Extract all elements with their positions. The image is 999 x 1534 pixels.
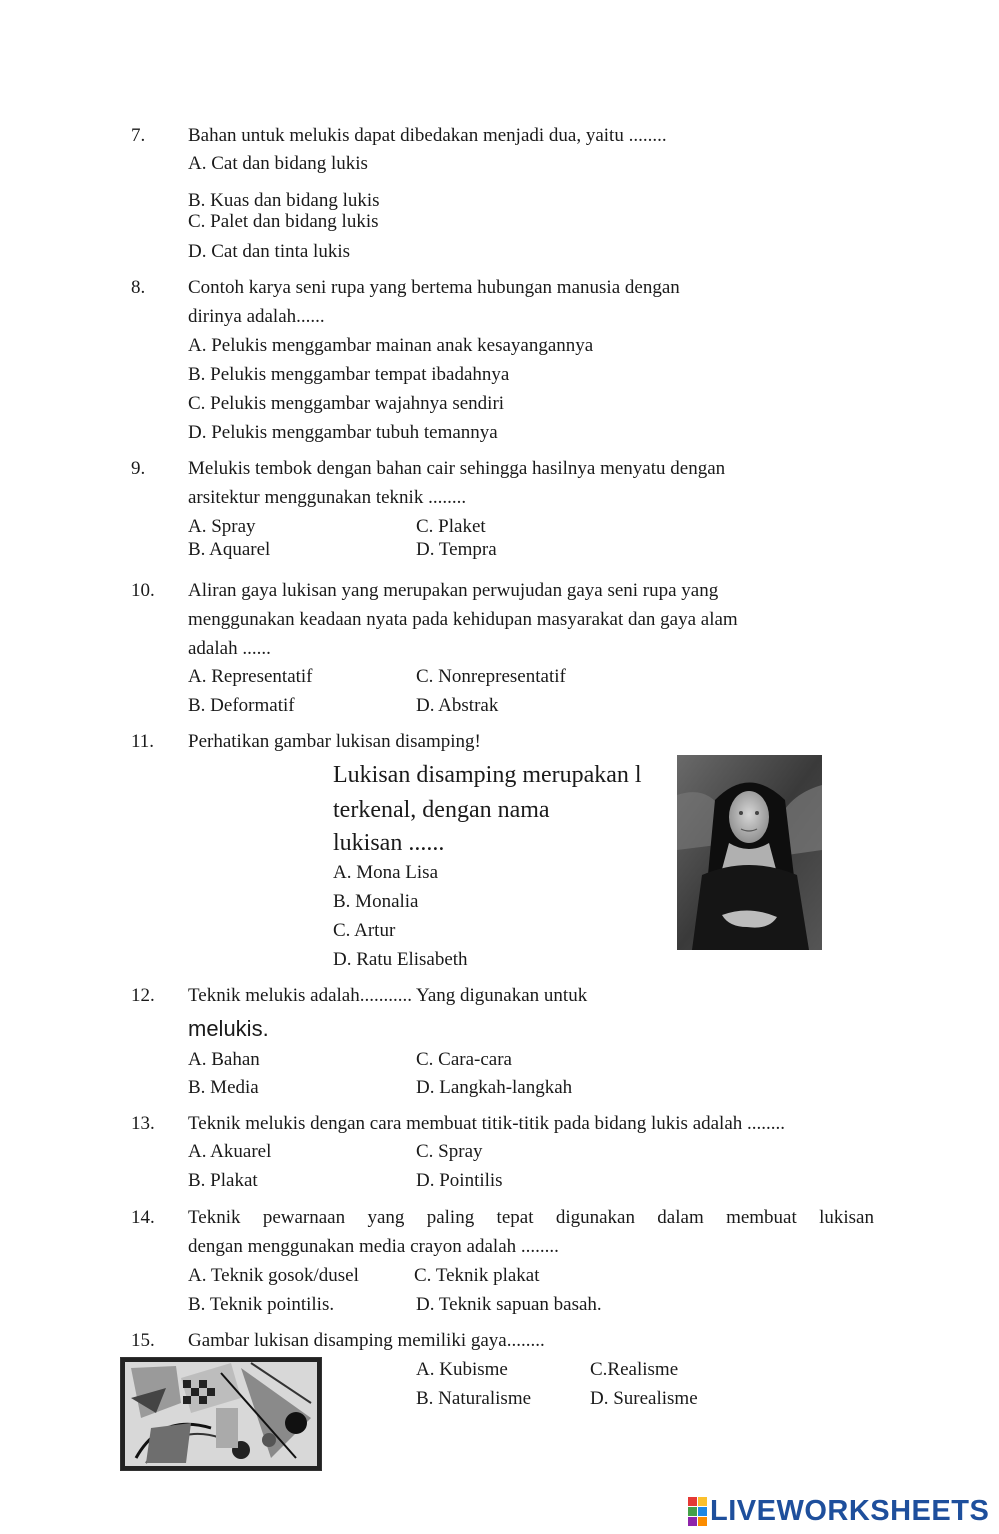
- q7-option-b[interactable]: B. Kuas dan bidang lukis: [188, 190, 380, 211]
- q11-option-c[interactable]: C. Artur: [333, 920, 396, 941]
- abstract-painting: [120, 1357, 322, 1471]
- q15-question: Gambar lukisan disamping memiliki gaya........: [188, 1330, 545, 1351]
- q13-question: Teknik melukis dengan cara membuat titik-titik pada bidang lukis adalah ........: [188, 1113, 786, 1134]
- q15-option-d[interactable]: D. Surealisme: [590, 1388, 698, 1409]
- q10-option-c[interactable]: C. Nonrepresentatif: [416, 666, 566, 687]
- q14-option-b[interactable]: B. Teknik pointilis.: [188, 1294, 335, 1315]
- q13-option-d[interactable]: D. Pointilis: [416, 1170, 503, 1191]
- q10-question-line1: Aliran gaya lukisan yang merupakan perwujudan gaya seni rupa yang: [188, 580, 719, 601]
- q7-question: Bahan untuk melukis dapat dibedakan menjadi dua, yaitu ........: [188, 125, 667, 146]
- q11-intro: Perhatikan gambar lukisan disamping!: [188, 731, 481, 752]
- q11-option-d[interactable]: D. Ratu Elisabeth: [333, 949, 468, 970]
- q11-option-a[interactable]: A. Mona Lisa: [333, 862, 439, 883]
- q11-stem-line1: Lukisan disamping merupakan l: [333, 762, 642, 788]
- q7-option-d[interactable]: D. Cat dan tinta lukis: [188, 241, 351, 262]
- liveworksheets-logo-icon: [688, 1497, 707, 1526]
- logo-square: [688, 1497, 697, 1506]
- q8-option-b[interactable]: B. Pelukis menggambar tempat ibadahnya: [188, 364, 510, 385]
- q10-option-d[interactable]: D. Abstrak: [416, 695, 499, 716]
- q15-number: 15.: [131, 1330, 155, 1351]
- q10-question-line3: adalah ......: [188, 638, 271, 659]
- q15-option-c[interactable]: C.Realisme: [590, 1359, 679, 1380]
- q8-option-d[interactable]: D. Pelukis menggambar tubuh temannya: [188, 422, 498, 443]
- q13-number: 13.: [131, 1113, 155, 1134]
- q12-option-a[interactable]: A. Bahan: [188, 1049, 260, 1070]
- q9-option-b[interactable]: B. Aquarel: [188, 539, 271, 560]
- mona-lisa-painting: [677, 755, 822, 950]
- q10-question-line2: menggunakan keadaan nyata pada kehidupan masyarakat dan gaya alam: [188, 609, 738, 630]
- logo-square: [688, 1507, 697, 1516]
- q11-number: 11.: [131, 731, 155, 752]
- q9-option-a[interactable]: A. Spray: [188, 516, 256, 537]
- q9-question-line1: Melukis tembok dengan bahan cair sehingga hasilnya menyatu dengan: [188, 458, 726, 479]
- q12-question-line2: melukis.: [188, 1016, 269, 1041]
- q9-option-c[interactable]: C. Plaket: [416, 516, 486, 537]
- q7-number: 7.: [131, 125, 146, 146]
- q9-number: 9.: [131, 458, 146, 479]
- q8-option-c[interactable]: C. Pelukis menggambar wajahnya sendiri: [188, 393, 505, 414]
- q9-question-line2: arsitektur menggunakan teknik ........: [188, 487, 467, 508]
- q10-option-b[interactable]: B. Deformatif: [188, 695, 295, 716]
- liveworksheets-logo-text: LIVEWORKSHEETS: [710, 1494, 990, 1527]
- liveworksheets-logo: [688, 1494, 989, 1528]
- q14-number: 14.: [131, 1207, 155, 1228]
- q11-stem-line2: terkenal, dengan nama: [333, 797, 550, 823]
- q13-option-a[interactable]: A. Akuarel: [188, 1141, 272, 1162]
- q10-option-a[interactable]: A. Representatif: [188, 666, 313, 687]
- q12-number: 12.: [131, 985, 155, 1006]
- q8-option-a[interactable]: A. Pelukis menggambar mainan anak kesayangannya: [188, 335, 594, 356]
- q7-option-a[interactable]: A. Cat dan bidang lukis: [188, 153, 368, 174]
- q14-option-d[interactable]: D. Teknik sapuan basah.: [416, 1294, 602, 1315]
- logo-square: [688, 1517, 697, 1526]
- q11-stem-line3: lukisan ......: [333, 830, 445, 856]
- logo-square: [698, 1497, 707, 1506]
- q12-option-c[interactable]: C. Cara-cara: [416, 1049, 512, 1070]
- q13-option-c[interactable]: C. Spray: [416, 1141, 483, 1162]
- q12-option-b[interactable]: B. Media: [188, 1077, 259, 1098]
- q8-question-line1: Contoh karya seni rupa yang bertema hubungan manusia dengan: [188, 277, 680, 298]
- q14-option-c[interactable]: C. Teknik plakat: [414, 1265, 540, 1286]
- q8-number: 8.: [131, 277, 146, 298]
- q8-question-line2: dirinya adalah......: [188, 306, 325, 327]
- q10-number: 10.: [131, 580, 155, 601]
- q15-option-b[interactable]: B. Naturalisme: [416, 1388, 532, 1409]
- q13-option-b[interactable]: B. Plakat: [188, 1170, 258, 1191]
- q14-option-a[interactable]: A. Teknik gosok/dusel: [188, 1265, 359, 1286]
- q7-option-c[interactable]: C. Palet dan bidang lukis: [188, 211, 379, 232]
- logo-square: [698, 1517, 707, 1526]
- logo-square: [698, 1507, 707, 1516]
- q9-option-d[interactable]: D. Tempra: [416, 539, 497, 560]
- q12-question-line1: Teknik melukis adalah........... Yang digunakan untuk: [188, 985, 588, 1006]
- q14-question-line1: Teknik pewarnaan yang paling tepat digunakan dalam membuat lukisan: [188, 1207, 874, 1228]
- q12-option-d[interactable]: D. Langkah-langkah: [416, 1077, 573, 1098]
- q14-question-line2: dengan menggunakan media crayon adalah ........: [188, 1236, 559, 1257]
- q11-option-b[interactable]: B. Monalia: [333, 891, 419, 912]
- q15-option-a[interactable]: A. Kubisme: [416, 1359, 508, 1380]
